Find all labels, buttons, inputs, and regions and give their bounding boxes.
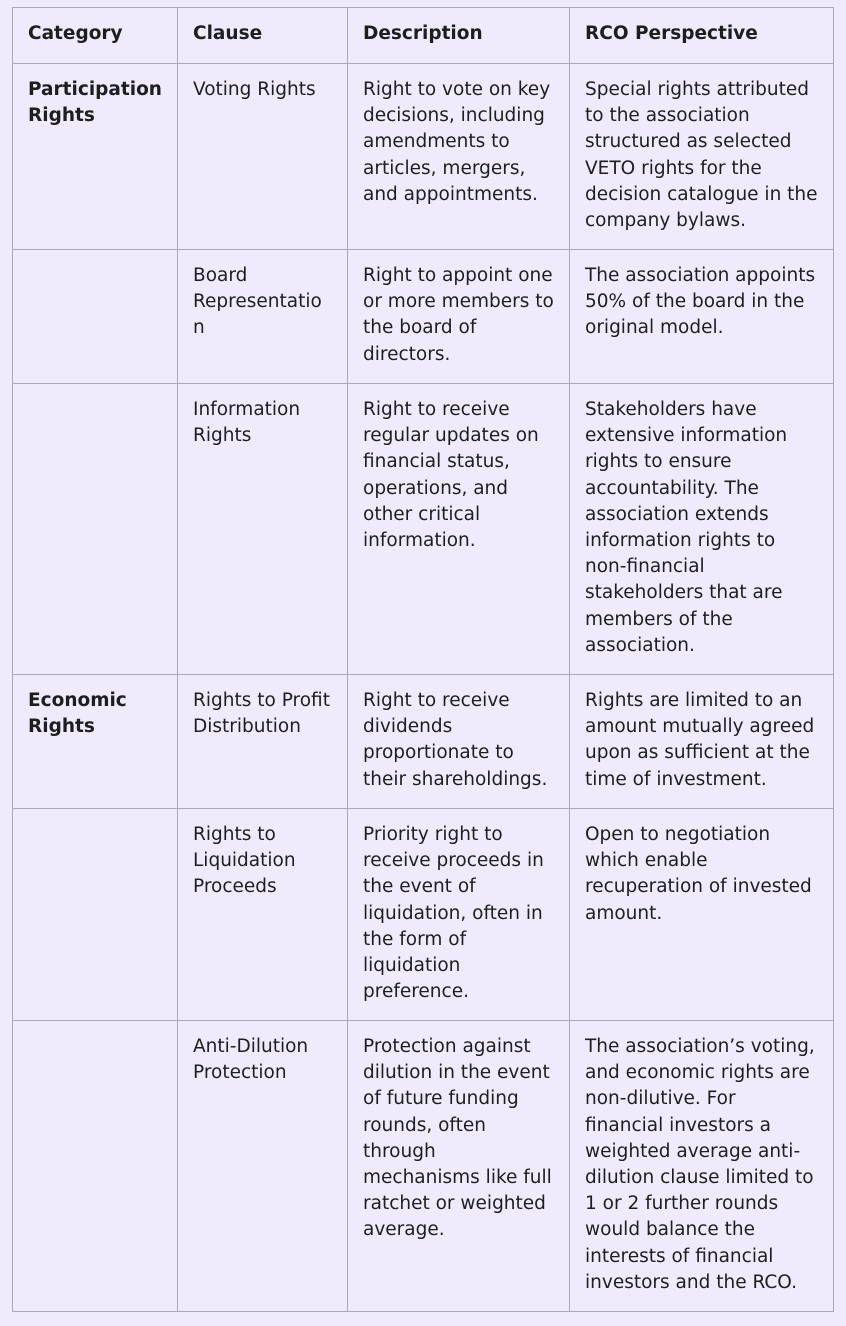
description-cell: Right to receive regular updates on financial status, operations, and other critical information.: [348, 384, 570, 675]
description-cell: Right to receive dividends proportionate to their shareholdings.: [348, 675, 570, 809]
table-row: [13, 64, 834, 250]
description-cell: Protection against dilution in the event of future funding rounds, often through mechanisms like full ratchet or weighted average.: [348, 1021, 570, 1312]
perspective-cell: The association appoints 50% of the board in the original model.: [570, 250, 834, 384]
perspective-cell: The association’s voting, and economic rights are non-dilutive. For financial investors a weighted average anti-dilution clause limited to 1 or 2 further rounds would balance the interests of financial investors and the RCO.: [570, 1021, 834, 1312]
category-cell: [13, 384, 178, 675]
perspective-cell: Special rights attributed to the association structured as selected VETO rights for the decision catalogue in the company bylaws.: [570, 64, 834, 250]
description-cell: Right to vote on key decisions, including amendments to articles, mergers, and appointments.: [348, 64, 570, 250]
clause-cell: Information Rights: [178, 384, 348, 675]
category-cell: [13, 250, 178, 384]
category-cell: Economic Rights: [13, 675, 178, 809]
category-cell: Participation Rights: [13, 64, 178, 250]
header-description: Description: [348, 8, 570, 64]
clause-cell: Rights to Liquidation Proceeds: [178, 809, 348, 1021]
clause-cell: Board Representation: [178, 250, 348, 384]
table-row: [13, 809, 834, 1021]
clause-cell: Rights to Profit Distribution: [178, 675, 348, 809]
clause-cell: Anti-Dilution Protection: [178, 1021, 348, 1312]
clause-cell: Voting Rights: [178, 64, 348, 250]
perspective-cell: Open to negotiation which enable recuperation of invested amount.: [570, 809, 834, 1021]
table-row: [13, 675, 834, 809]
description-cell: Right to appoint one or more members to the board of directors.: [348, 250, 570, 384]
category-cell: [13, 809, 178, 1021]
header-category: Category: [13, 8, 178, 64]
table-row: [13, 250, 834, 384]
category-cell: [13, 1021, 178, 1312]
header-clause: Clause: [178, 8, 348, 64]
perspective-cell: Rights are limited to an amount mutually agreed upon as sufficient at the time of investment.: [570, 675, 834, 809]
rights-table: [12, 7, 834, 1312]
table-header-row: [13, 8, 834, 64]
description-cell: Priority right to receive proceeds in the event of liquidation, often in the form of liquidation preference.: [348, 809, 570, 1021]
header-rco-perspective: RCO Perspective: [570, 8, 834, 64]
table-row: [13, 1021, 834, 1312]
table-row: [13, 384, 834, 675]
perspective-cell: Stakeholders have extensive information rights to ensure accountability. The association extends information rights to non-financial stakeholders that are members of the association.: [570, 384, 834, 675]
